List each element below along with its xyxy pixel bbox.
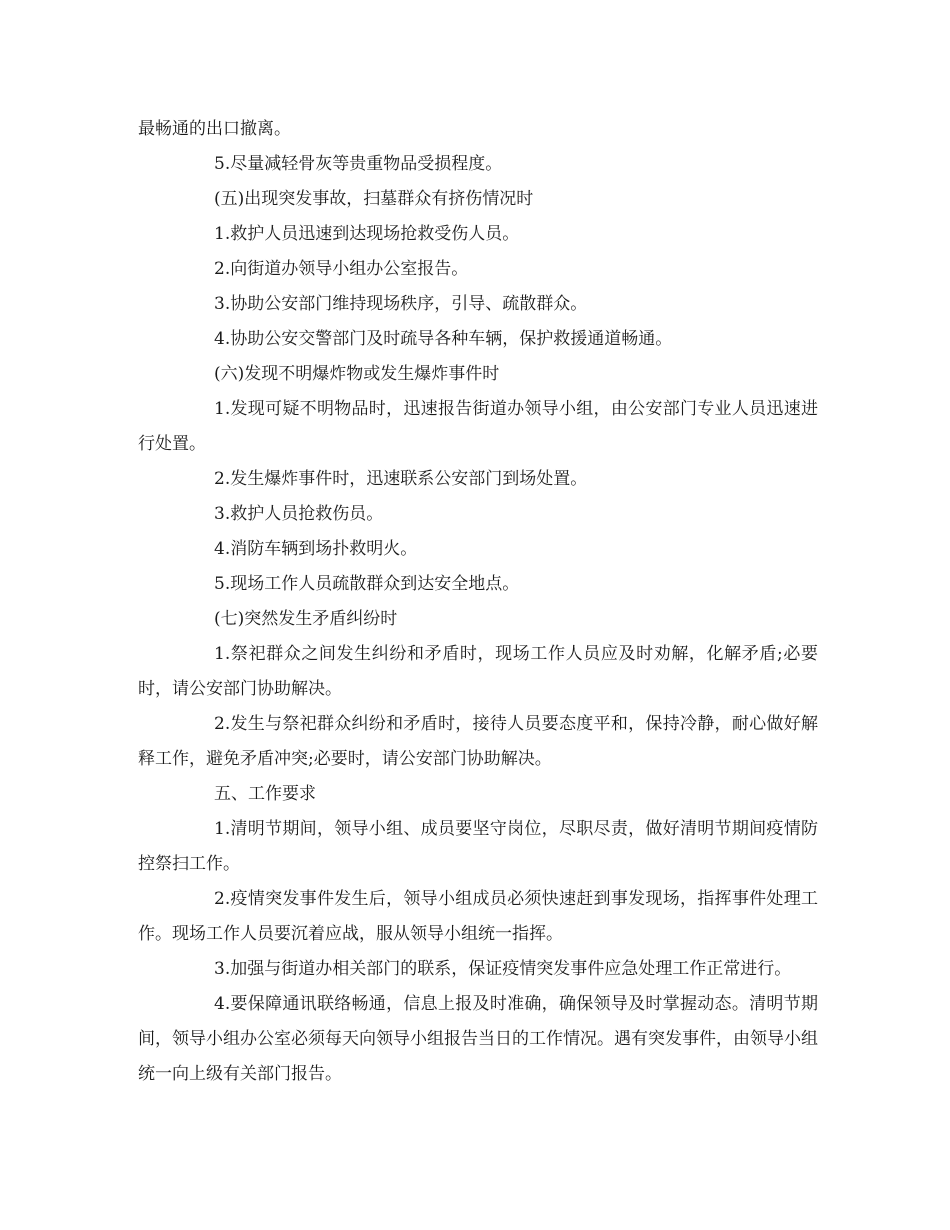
section-heading: (五)出现突发事故，扫墓群众有挤伤情况时: [214, 189, 534, 209]
paragraph: 2.向街道办领导小组办公室报告。: [214, 259, 469, 279]
paragraph: 3.加强与街道办相关部门的联系，保证疫情突发事件应急处理工作正常进行。: [214, 959, 792, 979]
paragraph: 5.现场工作人员疏散群众到达安全地点。: [214, 574, 520, 594]
paragraph: 3.协助公安部门维持现场秩序，引导、疏散群众。: [214, 294, 588, 314]
paragraph: 1.祭祀群众之间发生纠纷和矛盾时，现场工作人员应及时劝解，化解矛盾;必要时，请公安部门协助解决。: [138, 644, 818, 699]
paragraph: 5.尽量减轻骨灰等贵重物品受损程度。: [214, 154, 503, 174]
document-body: [138, 112, 818, 1092]
paragraph: 4.要保障通讯联络畅通，信息上报及时准确，确保领导及时掌握动态。清明节期间，领导小组办公室必须每天向领导小组报告当日的工作情况。遇有突发事件，由领导小组统一向上级有关部门报告。: [138, 994, 818, 1084]
paragraph: 1.发现可疑不明物品时，迅速报告街道办领导小组，由公安部门专业人员迅速进行处置。: [138, 399, 818, 454]
section-heading: (七)突然发生矛盾纠纷时: [214, 609, 398, 629]
section-heading: 五、工作要求: [214, 784, 316, 804]
paragraph: 最畅通的出口撤离。: [138, 119, 291, 139]
section-heading: (六)发现不明爆炸物或发生爆炸事件时: [214, 364, 500, 384]
paragraph: 2.发生与祭祀群众纠纷和矛盾时，接待人员要态度平和，保持冷静，耐心做好解释工作，避免矛盾冲突;必要时，请公安部门协助解决。: [138, 714, 818, 769]
paragraph: 3.救护人员抢救伤员。: [214, 504, 384, 524]
paragraph: 2.发生爆炸事件时，迅速联系公安部门到场处置。: [214, 469, 588, 489]
paragraph: 1.清明节期间，领导小组、成员要坚守岗位，尽职尽责，做好清明节期间疫情防控祭扫工作。: [138, 819, 818, 874]
paragraph: 4.协助公安交警部门及时疏导各种车辆，保护救援通道畅通。: [214, 329, 673, 349]
paragraph: 1.救护人员迅速到达现场抢救受伤人员。: [214, 224, 520, 244]
paragraph: 4.消防车辆到场扑救明火。: [214, 539, 418, 559]
paragraph: 2.疫情突发事件发生后，领导小组成员必须快速赶到事发现场，指挥事件处理工作。现场工作人员要沉着应战，服从领导小组统一指挥。: [138, 889, 818, 944]
